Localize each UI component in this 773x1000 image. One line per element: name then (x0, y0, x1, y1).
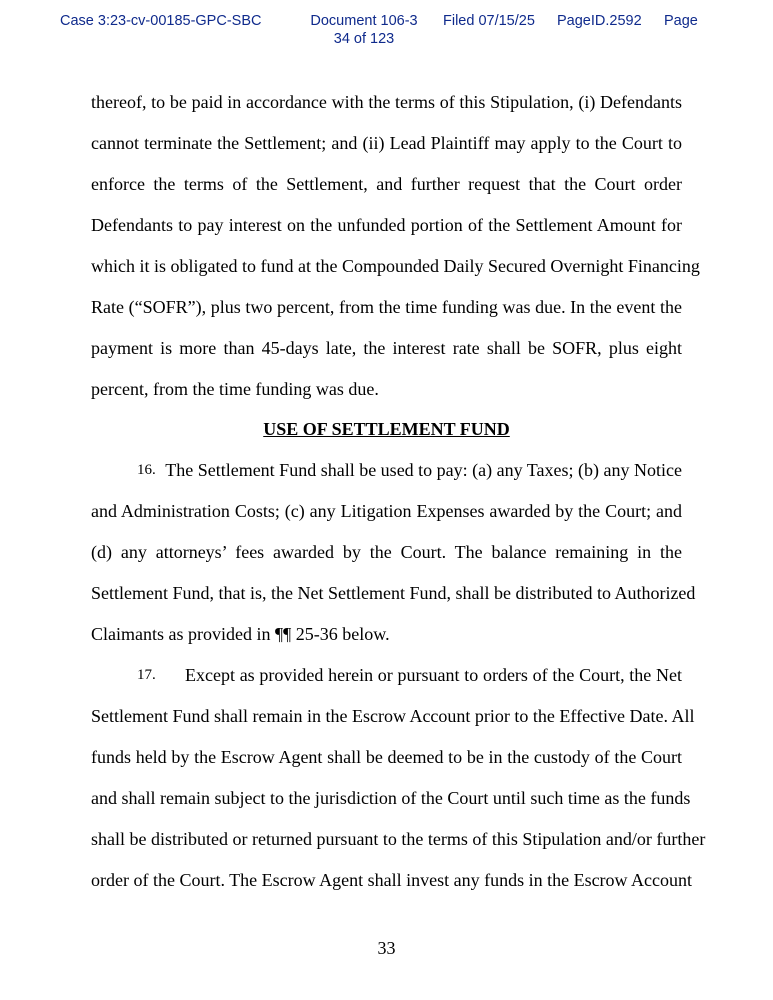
paragraph-17-line: order of the Court. The Escrow Agent shall invest any funds in the Escrow Account (91, 870, 693, 890)
continuation-line: percent, from the time funding was due. (91, 379, 379, 399)
continuation-line: cannot terminate the Settlement; and (ii) Lead Plaintiff may apply to the Court to (91, 133, 682, 153)
paragraph-16-first-text: The Settlement Fund shall be used to pay: (a) any Taxes; (b) any Notice (165, 460, 682, 480)
continuation-line: which it is obligated to fund at the Compounded Daily Secured Overnight Financing (91, 256, 700, 276)
continuation-line: Rate (“SOFR”), plus two percent, from the time funding was due. In the event the (91, 297, 682, 317)
continuation-line: payment is more than 45-days late, the interest rate shall be SOFR, plus eight (91, 338, 682, 358)
header-document (305, 12, 423, 48)
continuation-line: enforce the terms of the Settlement, and further request that the Court order (91, 174, 682, 194)
paragraph-16-first-line (91, 459, 682, 481)
header-document-page: 34 of 123 (333, 31, 395, 47)
header-page-id: PageID.2592 (557, 13, 642, 29)
paragraph-17-line: shall be distributed or returned pursuant to the terms of this Stipulation and/or further (91, 829, 706, 849)
paragraph-17-line: and shall remain subject to the jurisdiction of the Court until such time as the funds (91, 788, 691, 808)
paragraph-16-number: 16. (137, 462, 156, 478)
paragraph-17-line: funds held by the Escrow Agent shall be deemed to be in the custody of the Court (91, 747, 682, 767)
paragraph-17-number: 17. (137, 667, 156, 683)
paragraph-17-first-line (91, 664, 682, 686)
paragraph-16-line: Claimants as provided in ¶¶ 25-36 below. (91, 624, 390, 644)
header-document-number: Document 106-3 (310, 13, 418, 29)
paragraph-16-line: and Administration Costs; (c) any Litigation Expenses awarded by the Court; and (91, 501, 682, 521)
paragraph-16-line: (d) any attorneys’ fees awarded by the Court. The balance remaining in the (91, 542, 682, 562)
section-heading: USE OF SETTLEMENT FUND (263, 419, 510, 439)
header-filed-date: Filed 07/15/25 (443, 13, 535, 29)
header-case-number: Case 3:23-cv-00185-GPC-SBC (60, 13, 262, 29)
continuation-line: thereof, to be paid in accordance with the terms of this Stipulation, (i) Defendants (91, 92, 682, 112)
paragraph-17-first-text: Except as provided herein or pursuant to orders of the Court, the Net (185, 665, 682, 685)
continuation-line: Defendants to pay interest on the unfunded portion of the Settlement Amount for (91, 215, 682, 235)
header-page-label: Page (664, 13, 698, 29)
paragraph-16-line: Settlement Fund, that is, the Net Settlement Fund, shall be distributed to Authorized (91, 583, 696, 603)
page-number: 33 (377, 938, 396, 958)
paragraph-17-line: Settlement Fund shall remain in the Escrow Account prior to the Effective Date. All (91, 706, 695, 726)
